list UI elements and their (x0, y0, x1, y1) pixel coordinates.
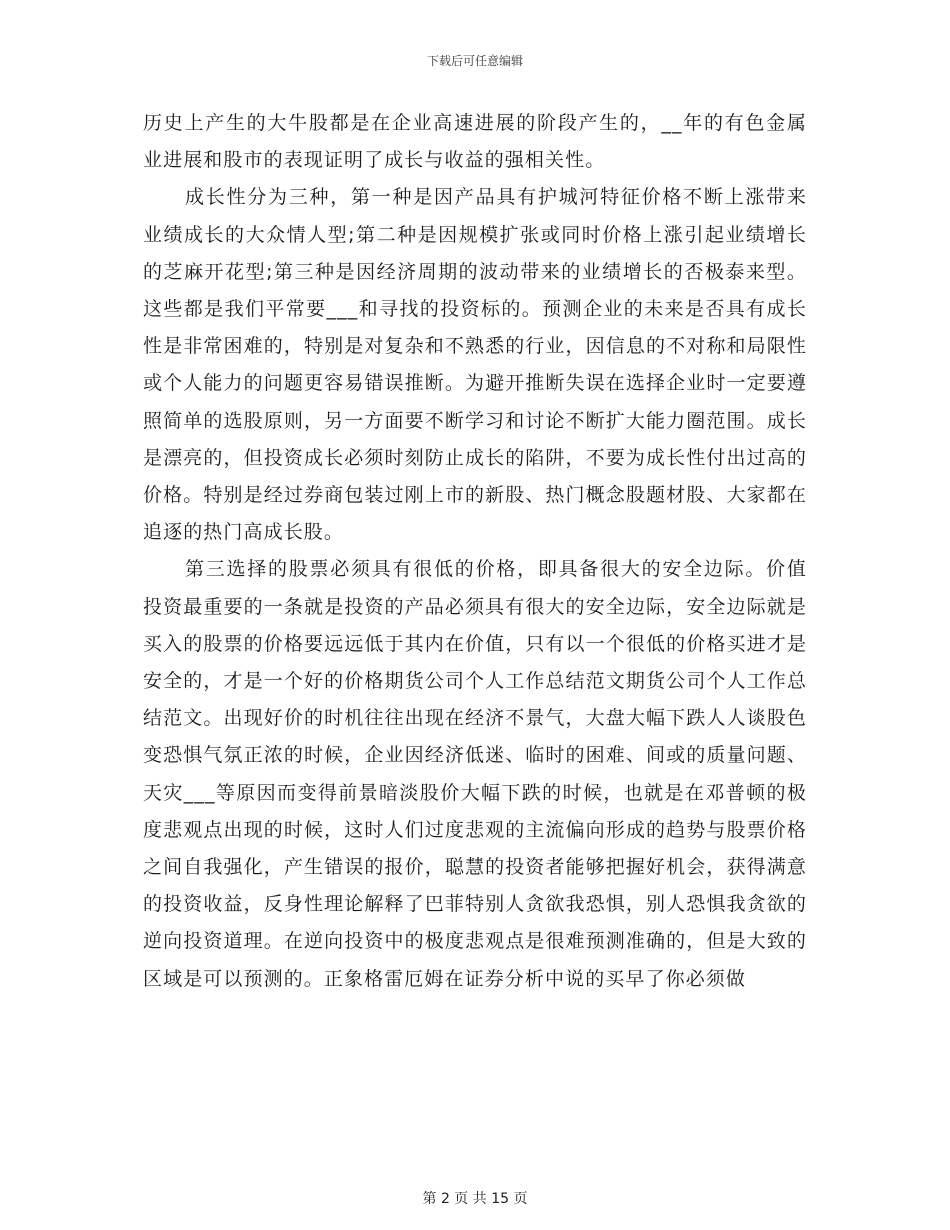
paragraph-growth: 成长性分为三种，第一种是因产品具有护城河特征价格不断上涨带来业绩成长的大众情人型;第二种是因规模扩张或同时价格上涨引起业绩增长的芝麻开花型;第三种是因经济周期的波动带来的业绩增长的否极泰来型。这些都是我们平常要___和寻找的投资标的。预测企业的未来是否具有成长性是非常困难的，特别是对复杂和不熟悉的行业，因信息的不对称和局限性或个人能力的问题更容易错误推断。为避开推断失误在选择企业时一定要遵照简单的选股原则，另一方面要不断学习和讨论不断扩大能力圈范围。成长是漂亮的，但投资成长必须时刻防止成长的陷阱，不要为成长性付出过高的价格。特别是经过券商包装过刚上市的新股、热门概念股题材股、大家都在追逐的热门高成长股。 (143, 186, 807, 544)
document-body (143, 105, 807, 998)
paragraph-continuation: 历史上产生的大牛股都是在企业高速进展的阶段产生的，__年的有色金属业进展和股市的表现证明了成长与收益的强相关性。 (143, 112, 807, 172)
page-header: 下载后可任意编辑 (426, 54, 523, 68)
page-number: 第 2 页 共 15 页 (422, 1191, 528, 1207)
paragraph-safety-margin: 第三选择的股票必须具有很低的价格，即具备很大的安全边际。价值投资最重要的一条就是投资的产品必须具有很大的安全边际，安全边际就是买入的股票的价格要远远低于其内在价值，只有以一个很低的价格买进才是安全的，才是一个好的价格期货公司个人工作总结范文期货公司个人工作总结范文。出现好价的时机往往出现在经济不景气，大盘大幅下跌人人谈股色变恐惧气氛正浓的时候，企业因经济低迷、临时的困难、间或的质量问题、天灾___等原因而变得前景暗淡股价大幅下跌的时候，也就是在邓普顿的极度悲观点出现的时候，这时人们过度悲观的主流偏向形成的趋势与股票价格之间自我强化，产生错误的报价，聪慧的投资者能够把握好机会，获得满意的投资收益，反身性理论解释了巴菲特别人贪欲我恐惧，别人恐惧我贪欲的逆向投资道理。在逆向投资中的极度悲观点是很难预测准确的，但是大致的区域是可以预测的。正象格雷厄姆在证券分析中说的买早了你必须做 (143, 558, 807, 990)
